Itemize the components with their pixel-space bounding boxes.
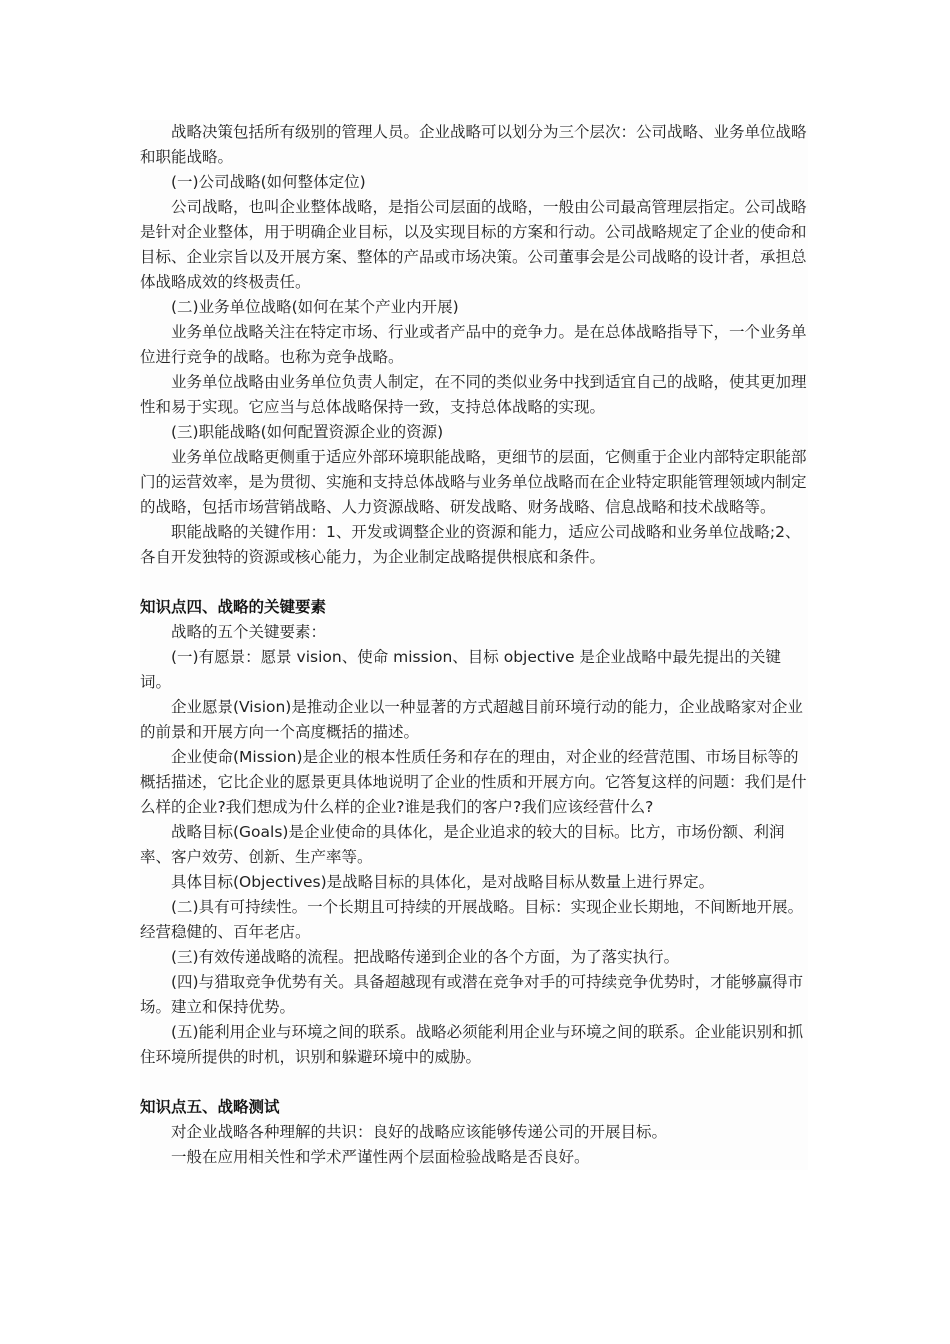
spacer	[140, 570, 808, 595]
paragraph: (三)职能战略(如何配置资源企业的资源)	[171, 423, 444, 441]
section-heading: 知识点四、战略的关键要素	[140, 598, 327, 616]
paragraph: 战略目标(Goals)是企业使命的具体化，是企业追求的较大的目标。比方，市场份额、利润率、客户效劳、创新、生产率等。	[140, 823, 785, 866]
document-text	[140, 120, 808, 1170]
paragraph: 业务单位战略由业务单位负责人制定，在不同的类似业务中找到适宜自己的战略，使其更加理性和易于实现。它应当与总体战略保持一致，支持总体战略的实现。	[140, 373, 807, 416]
spacer	[140, 1070, 808, 1095]
paragraph: 企业使命(Mission)是企业的根本性质任务和存在的理由，对企业的经营范围、市场目标等的概括描述，它比企业的愿景更具体地说明了企业的性质和开展方向。它答复这样的问题：我们是什么样的企业?我们想成为什么样的企业?谁是我们的客户?我们应该经营什么?	[140, 748, 807, 816]
paragraph: 战略决策包括所有级别的管理人员。企业战略可以划分为三个层次：公司战略、业务单位战略和职能战略。	[140, 123, 807, 166]
paragraph: (一)有愿景：愿景 vision、使命 mission、目标 objective 是企业战略中最先提出的关键词。	[140, 648, 781, 691]
paragraph: (三)有效传递战略的流程。把战略传递到企业的各个方面，为了落实执行。	[171, 948, 680, 966]
paragraph: 企业愿景(Vision)是推动企业以一种显著的方式超越目前环境行动的能力，企业战略家对企业的前景和开展方向一个高度概括的描述。	[140, 698, 803, 741]
paragraph: (二)具有可持续性。一个长期且可持续的开展战略。目标：实现企业长期地，不间断地开展。经营稳健的、百年老店。	[140, 898, 804, 941]
paragraph: 职能战略的关键作用：1、开发或调整企业的资源和能力，适应公司战略和业务单位战略;2、各自开发独特的资源或核心能力，为企业制定战略提供根底和条件。	[140, 523, 801, 566]
paragraph: 业务单位战略关注在特定市场、行业或者产品中的竞争力。是在总体战略指导下，一个业务单位进行竞争的战略。也称为竞争战略。	[140, 323, 807, 366]
paragraph: 公司战略，也叫企业整体战略，是指公司层面的战略，一般由公司最高管理层指定。公司战略是针对企业整体，用于明确企业目标，以及实现目标的方案和行动。公司战略规定了企业的使命和目标、企业宗旨以及开展方案、整体的产品或市场决策。公司董事会是公司战略的设计者，承担总体战略成效的终极责任。	[140, 198, 807, 291]
paragraph: (四)与猎取竞争优势有关。具备超越现有或潜在竞争对手的可持续竞争优势时，才能够赢得市场。建立和保持优势。	[140, 973, 804, 1016]
paragraph: (一)公司战略(如何整体定位)	[171, 173, 366, 191]
section-strategy-levels	[140, 120, 808, 570]
paragraph: (五)能利用企业与环境之间的联系。战略必须能利用企业与环境之间的联系。企业能识别和抓住环境所提供的时机，识别和躲避环境中的威胁。	[140, 1023, 804, 1066]
paragraph: 一般在应用相关性和学术严谨性两个层面检验战略是否良好。	[171, 1148, 590, 1166]
paragraph: (二)业务单位战略(如何在某个产业内开展)	[171, 298, 459, 316]
paragraph: 战略的五个关键要素：	[171, 623, 327, 641]
paragraph: 对企业战略各种理解的共识：良好的战略应该能够传递公司的开展目标。	[171, 1123, 668, 1141]
section-key-elements	[140, 595, 808, 1070]
paragraph: 具体目标(Objectives)是战略目标的具体化，是对战略目标从数量上进行界定。	[171, 873, 715, 891]
section-strategy-test	[140, 1095, 808, 1170]
section-heading: 知识点五、战略测试	[140, 1098, 280, 1116]
paragraph: 业务单位战略更侧重于适应外部环境职能战略，更细节的层面，它侧重于企业内部特定职能部门的运营效率，是为贯彻、实施和支持总体战略与业务单位战略而在企业特定职能管理领域内制定的战略，包括市场营销战略、人力资源战略、研发战略、财务战略、信息战略和技术战略等。	[140, 448, 807, 516]
